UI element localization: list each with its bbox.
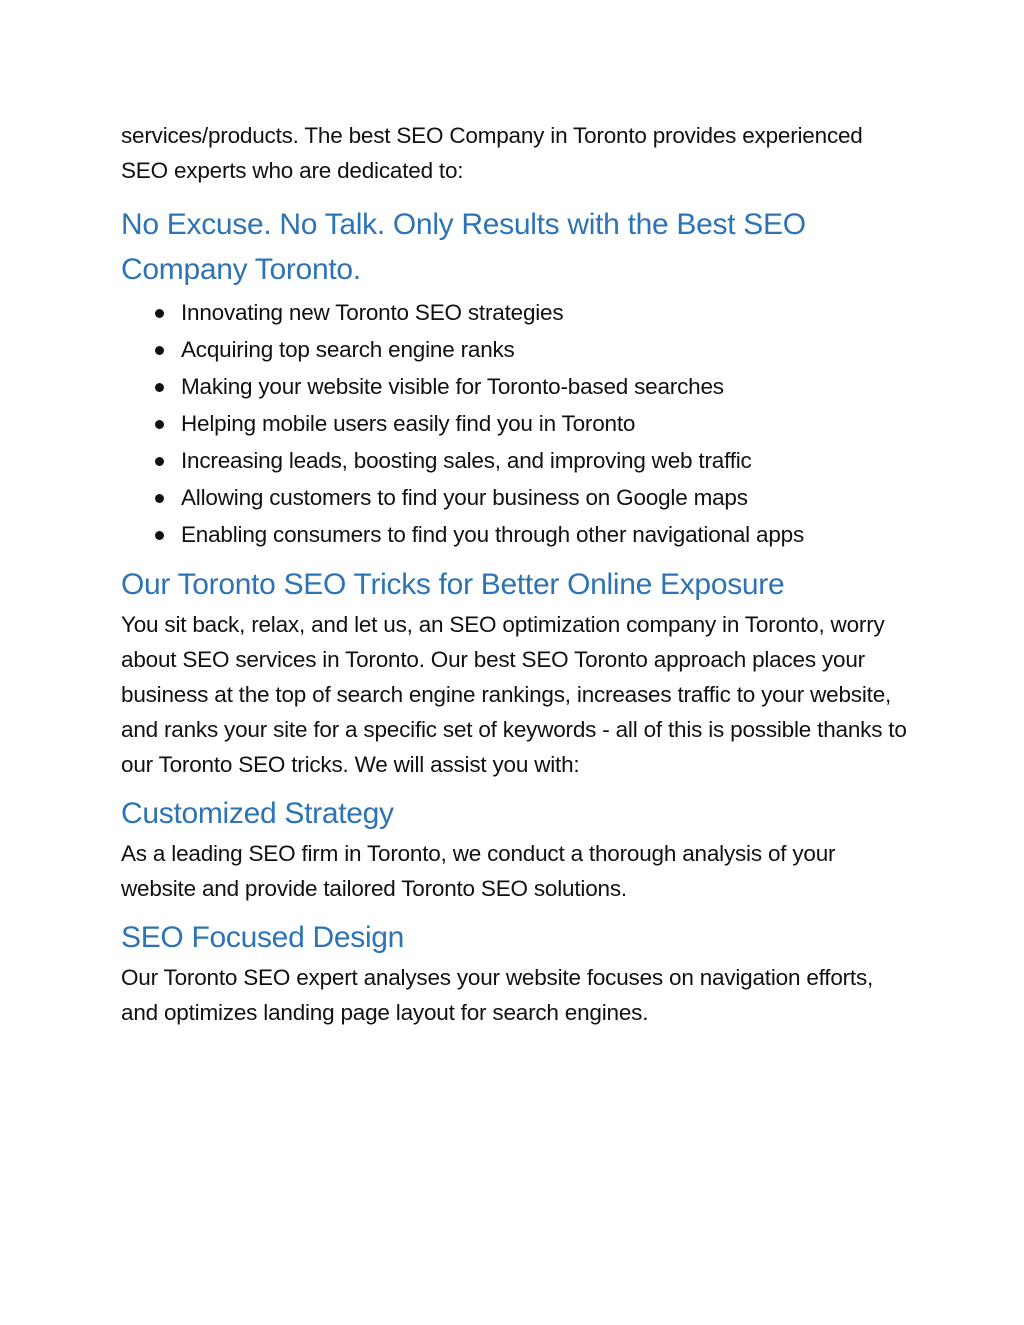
- bullet-text: Innovating new Toronto SEO strategies: [181, 300, 564, 325]
- bullet-dot-icon: [155, 494, 164, 503]
- bullet-dot-icon: [155, 531, 164, 540]
- section-heading-seo-focused-design: SEO Focused Design: [121, 921, 405, 954]
- section-heading-tricks: Our Toronto SEO Tricks for Better Online Exposure: [121, 568, 785, 601]
- intro-paragraph: services/products. The best SEO Company in Toronto provides experienced SEO experts who are dedicated to:: [121, 123, 863, 183]
- bullet-text: Making your website visible for Toronto-based searches: [181, 374, 724, 399]
- bullet-dot-icon: [155, 457, 164, 466]
- bullet-item: [121, 294, 911, 331]
- bullet-text: Enabling consumers to find you through other navigational apps: [181, 522, 805, 547]
- bullet-dot-icon: [155, 420, 164, 429]
- tricks-paragraph: You sit back, relax, and let us, an SEO optimization company in Toronto, worry about SEO services in Toronto. Our best SEO Toronto approach places your business at the top of search engine rankings, increases traffic to your website, and ranks your site for a specific set of keywords - all of this is possible thanks to our Toronto SEO tricks. We will assist you with:: [121, 612, 907, 777]
- bullet-item: [121, 405, 911, 442]
- bullet-text: Allowing customers to find your business on Google maps: [181, 485, 748, 510]
- bullet-dot-icon: [155, 346, 164, 355]
- bullet-text: Acquiring top search engine ranks: [181, 337, 515, 362]
- seo-focused-design-paragraph: Our Toronto SEO expert analyses your website focuses on navigation efforts, and optimizes landing page layout for search engines.: [121, 965, 874, 1025]
- bullet-item: [121, 479, 911, 516]
- bullet-item: [121, 516, 911, 553]
- document-page: [121, 118, 911, 1030]
- bullet-item: [121, 331, 911, 368]
- bullet-item: [121, 442, 911, 479]
- bullet-text: Increasing leads, boosting sales, and improving web traffic: [181, 448, 752, 473]
- bullet-dot-icon: [155, 309, 164, 318]
- bullet-item: [121, 368, 911, 405]
- section-heading-customized-strategy: Customized Strategy: [121, 797, 394, 830]
- section-heading-results: No Excuse. No Talk. Only Results with the Best SEO Company Toronto.: [121, 208, 806, 286]
- bullet-dot-icon: [155, 383, 164, 392]
- dedication-bullet-list: [121, 294, 911, 553]
- customized-strategy-paragraph: As a leading SEO firm in Toronto, we conduct a thorough analysis of your website and provide tailored Toronto SEO solutions.: [121, 841, 836, 901]
- bullet-text: Helping mobile users easily find you in Toronto: [181, 411, 636, 436]
